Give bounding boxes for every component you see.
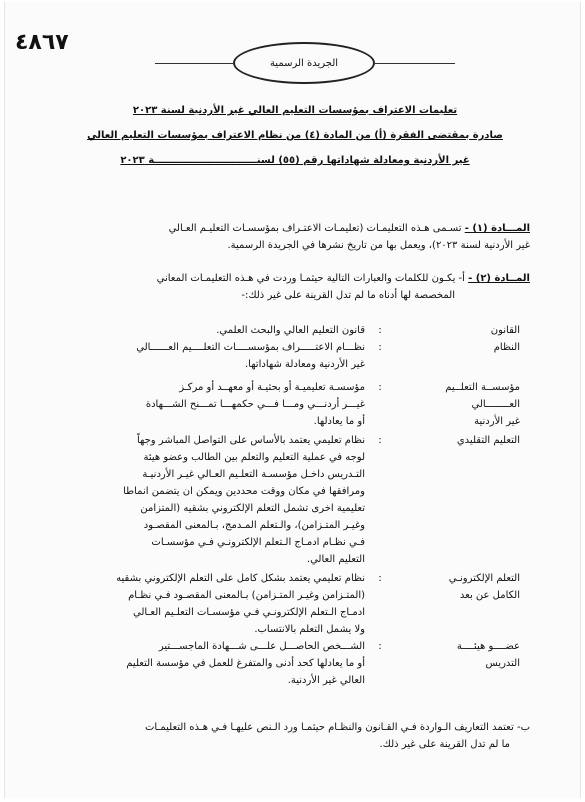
document-subtitle-2: غير الأردنية ومعادلة شهاداتها رقم (٥٥) لسنــــــــــــــــــــــــــــــة ٢٠٢٣ bbox=[120, 155, 470, 166]
article-2-text-1: أ- يكـون للكلمات والعبارات التالية حيثمـا وردت في هـذه التعليمـات المعاني bbox=[156, 273, 469, 284]
article-1-line-2: غير الأردنية لسنة ٢٠٢٣)، ويعمل بها من تاريخ نشرها في الجريدة الرسمية. bbox=[227, 240, 530, 251]
article-1-text-1: تسـمى هـذه التعليمـات (تعليمـات الاعتـراف بمؤسسـات التعليـم العـالي bbox=[168, 223, 465, 234]
definition-term: القانون bbox=[490, 325, 520, 336]
article-1-heading: المـــادة (١) - bbox=[464, 223, 530, 234]
article-2-line-2: المخصصة لها أدناه ما لم تدل القرينة على غير ذلك:- bbox=[241, 290, 455, 301]
definition-colon: : bbox=[378, 342, 382, 353]
clause-b-line-2: ما لم تدل القرينة على غير ذلك. bbox=[379, 739, 510, 750]
definition-colon: : bbox=[378, 573, 382, 584]
clause-b bbox=[60, 719, 530, 753]
definition-text: مؤسسـة تعليميـة أو بحثيـة أو معهــد أو مركـز غيـــر أردنـــي ومـــا فـــي حكمهـــا تمـــنح الشـــهادة أو ما يعادلها. bbox=[145, 382, 365, 427]
definition-term: عضــــو هيئــــة التدريس bbox=[456, 641, 520, 669]
definition-text: نظام تعليمي يعتمد بشكل كامل على التعلم الإلكتروني بشقيه (المتـزامن وغيـر المتـزامن) بـالمعنى المقصـود فـي نظـام ادمـاج الـتعلم الإلكترونـي فـي مؤسسـات التعلـيم العـالي ولا يشمل التعلم بالانتساب. bbox=[116, 573, 365, 635]
definition-law bbox=[40, 322, 520, 339]
definition-term: مؤسســة التعلــيم العــــــــالي غير الأردنية bbox=[445, 382, 520, 427]
article-2 bbox=[70, 270, 530, 304]
definition-full-e-learning bbox=[40, 570, 520, 638]
page-number: ٤٨٦٧ bbox=[15, 30, 69, 55]
clause-b-line-1: ب- تعتمد التعاريف الـواردة فـي القـانون والنظـام حيثمـا ورد الـنص عليهـا فـي هـذه التعليمـات bbox=[144, 722, 530, 733]
gazette-label: الجريدة الرسمية bbox=[269, 57, 339, 69]
definition-colon: : bbox=[378, 325, 382, 336]
gazette-page bbox=[4, 2, 581, 798]
definition-regulation bbox=[40, 339, 520, 373]
definition-faculty-member bbox=[40, 638, 520, 689]
definition-foreign-institution bbox=[40, 379, 520, 430]
article-1 bbox=[70, 220, 530, 254]
definition-term: التعليم التقليدي bbox=[456, 435, 520, 446]
header-rule-left bbox=[155, 63, 233, 64]
definition-text: الشـــخص الحاصـــل علـــى شـــهادة الماجســـتير أو ما يعادلها كحد أدنى والمتفرغ للعمل في مؤسسة التعليم العالي غير الأردنية. bbox=[126, 641, 365, 686]
document-subtitle-1: صادرة بمقتضى الفقرة (أ) من المادة (٤) من نظام الاعتراف بمؤسسات التعليم العالي bbox=[87, 130, 503, 141]
header-rule-right bbox=[375, 63, 455, 64]
definition-text: قانون التعليم العالي والبحث العلمي. bbox=[216, 325, 365, 336]
definition-colon: : bbox=[378, 641, 382, 652]
article-2-heading: المــادة (٢) - bbox=[468, 273, 530, 284]
definition-term: التعلم الإلكترونـي الكامل عن بعد bbox=[448, 573, 520, 601]
definition-text: نظـــام الاعتـــــراف بمؤسســــات التعلــــيم العــــــالي غير الأردنية ومعادلة شهاداتها. bbox=[136, 342, 365, 370]
definition-term: النظام bbox=[493, 342, 520, 353]
definition-colon: : bbox=[378, 382, 382, 393]
document-title: تعليمات الاعتراف بمؤسسات التعليم العالي غير الأردنية لسنة ٢٠٢٣ bbox=[132, 105, 458, 116]
definition-traditional-education bbox=[40, 432, 520, 568]
article-1-line-1 bbox=[70, 220, 530, 237]
definition-text: نظام تعليمي يعتمد بالأساس على التواصل المباشر وجهاً لوجه في عملية التعليم والتعلم بين الطالب وعضو هيئة التـدريس داخـل مؤسسـة التعلـيم العـالي غيـر الأردنيـة ومرافقها في مكان ووقت محددين ويمكن ان يتضمن انماطا تعليمية اخرى تشمل التعلم الإلكتروني بشقيه (المتزامن وغيـر المتـزامن)، والـتعلم المـدمج، بـالمعنى المقصـود فـي نظـام ادمـاج الـتعلم الإلكترونـي فـي مؤسسـات التعليم العالي. bbox=[123, 435, 365, 565]
gazette-title-oval bbox=[233, 42, 375, 84]
definition-colon: : bbox=[378, 435, 382, 446]
article-2-line-1 bbox=[70, 270, 530, 287]
